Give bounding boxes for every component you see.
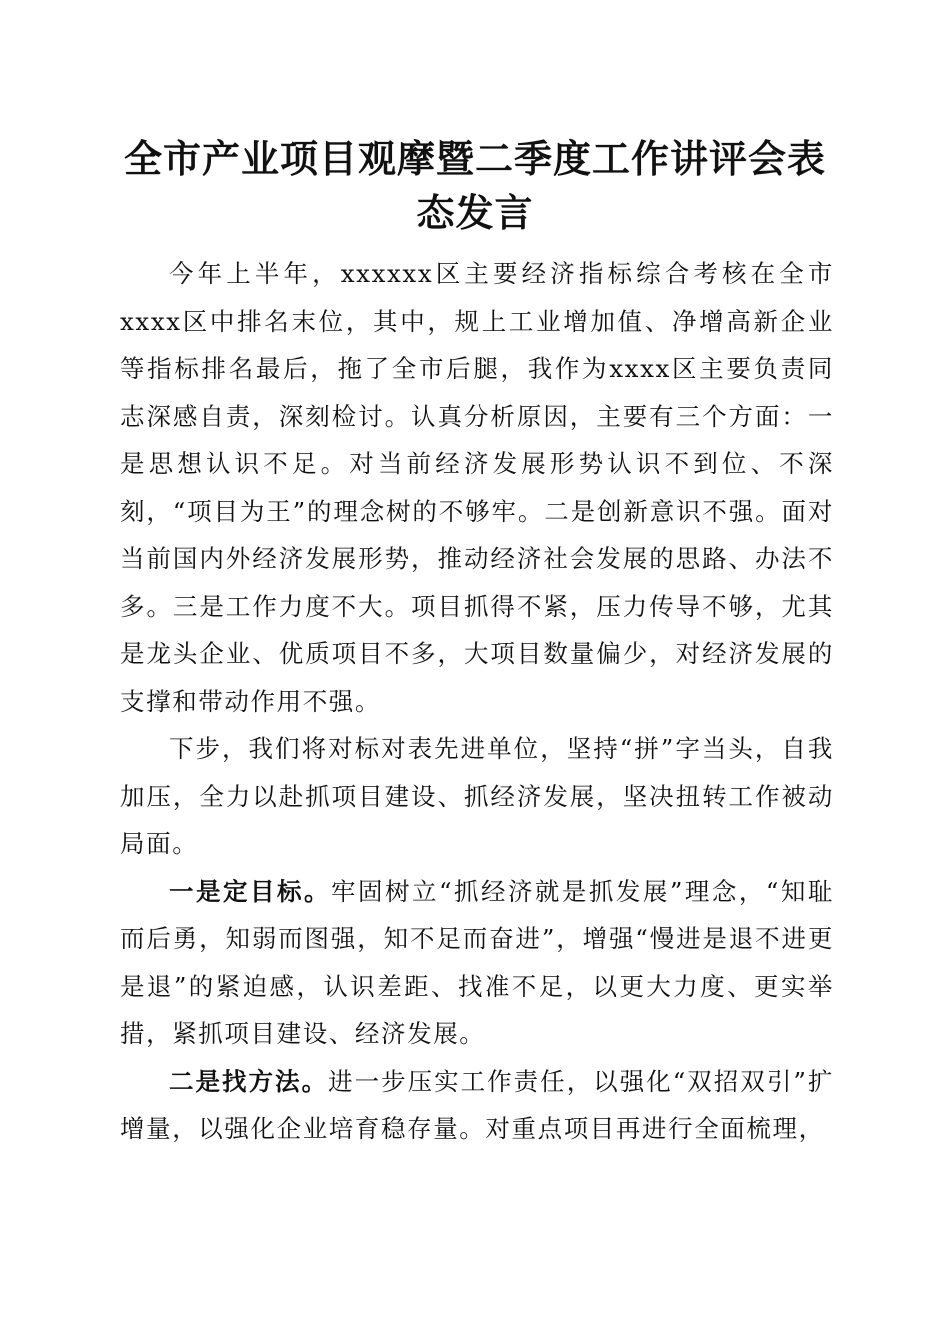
paragraph-lead: 一是定目标。 [169, 876, 331, 906]
paragraph-4 [120, 1058, 834, 1153]
paragraph-text: 下步，我们将对标对表先进单位，坚持“拼”字当头，自我加压，全力以赴抓项目建设、抓经济发展，坚决扭转工作被动局面。 [120, 734, 834, 858]
paragraph-1 [120, 250, 834, 725]
paragraph-text: 牢固树立“抓经济就是抓发展”理念，“知耻而后勇，知弱而图强，知不足而奋进”，增强“慢进是退不进更是退”的紧迫感，认识差距、找准不足，以更大力度、更实举措，紧抓项目建设、经济发展。 [120, 876, 834, 1048]
paragraph-2 [120, 725, 834, 868]
document-title: 全市产业项目观摩暨二季度工作讲评会表态发言 [123, 136, 826, 235]
paragraph-text: 进一步压实工作责任，以强化“双招双引”扩增量，以强化企业培育稳存量。对重点项目再进行全面梳理， [120, 1066, 834, 1143]
paragraph-lead: 二是找方法。 [169, 1066, 329, 1096]
document-body [120, 250, 834, 1153]
paragraph-text: 今年上半年，xxxxxx区主要经济指标综合考核在全市xxxx区中排名末位，其中，规上工业增加值、净增高新企业等指标排名最后，拖了全市后腿，我作为xxxx区主要负责同志深感自责，深刻检讨。认真分析原因，主要有三个方面：一是思想认识不足。对当前经济发展形势认识不到位、不深刻，“项目为王”的理念树的不够牢。二是创新意识不强。面对当前国内外经济发展形势，推动经济社会发展的思路、办法不多。三是工作力度不大。项目抓得不紧，压力传导不够，尤其是龙头企业、优质项目不多，大项目数量偏少，对经济发展的支撑和带动作用不强。 [120, 259, 834, 716]
paragraph-3 [120, 868, 834, 1058]
